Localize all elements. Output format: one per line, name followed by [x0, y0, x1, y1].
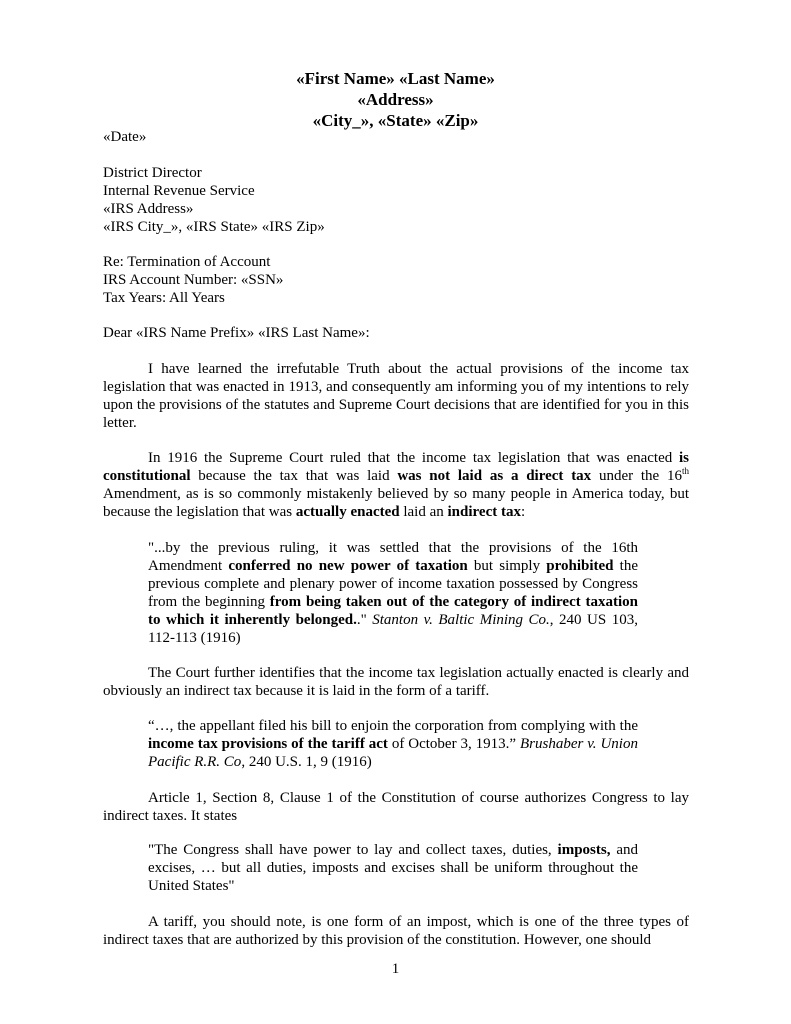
reference-account-number: IRS Account Number: «SSN»	[103, 272, 284, 288]
paragraph-2: In 1916 the Supreme Court ruled that the income tax legislation that was enacted is constitutional because the tax that was laid was not laid as a direct tax under the 16th Amendment, as is so commonly mistakenly believed by so many people in America today, but because the legislation that was actually enacted laid an indirect tax:	[103, 450, 689, 520]
salutation-text: Dear «IRS Name Prefix» «IRS Last Name»:	[103, 325, 370, 341]
sender-header	[0, 68, 791, 131]
reference-tax-years: Tax Years: All Years	[103, 290, 225, 306]
reference-block	[103, 253, 689, 307]
recipient-title: District Director	[103, 165, 202, 181]
page-number: 1	[391, 961, 400, 977]
sender-name: «First Name» «Last Name»	[296, 69, 495, 88]
emphasis-indirect-tax: indirect tax	[447, 504, 521, 520]
paragraph-4: Article 1, Section 8, Clause 1 of the Constitution of course authorizes Congress to lay indirect taxes. It states	[103, 790, 689, 824]
quote-stanton: "...by the previous ruling, it was settled that the provisions of the 16th Amendment conferred no new power of taxation but simply prohibited the previous complete and plenary power of income taxation possessed by Congress from the beginning from being taken out of the category of indirect taxation to which it inherently belonged.." Stanton v. Baltic Mining Co., 240 US 103, 112-113 (1916)	[148, 540, 639, 646]
salutation	[103, 324, 689, 342]
sender-city-state-zip: «City_», «State» «Zip»	[312, 111, 479, 130]
case-citation-brushaber: Brushaber v. Union Pacific R.R. Co	[148, 736, 638, 770]
emphasis-actually-enacted: actually enacted	[295, 504, 400, 520]
ordinal-superscript: th	[681, 466, 689, 476]
recipient-address-block	[103, 164, 689, 236]
paragraph-5: A tariff, you should note, is one form of an impost, which is one of the three types of indirect taxes that are authorized by this provision of the constitution. However, one should	[103, 914, 689, 948]
case-citation-stanton: Stanton v. Baltic Mining Co.	[372, 612, 550, 628]
letter-date	[103, 128, 689, 146]
quote-brushaber: “…, the appellant filed his bill to enjoin the corporation from complying with the income tax provisions of the tariff act of October 3, 1913.” Brushaber v. Union Pacific R.R. Co, 240 U.S. 1, 9 (1916)	[148, 718, 638, 770]
sender-address: «Address»	[357, 90, 434, 109]
recipient-city-state-zip: «IRS City_», «IRS State» «IRS Zip»	[103, 219, 325, 235]
emphasis-not-direct-tax: was not laid as a direct tax	[397, 468, 592, 484]
date-text: «Date»	[103, 129, 147, 145]
emphasis-is-constitutional: is constitutional	[103, 450, 689, 484]
reference-subject: Re: Termination of Account	[103, 254, 271, 270]
paragraph-1: I have learned the irrefutable Truth about the actual provisions of the income tax legislation that was enacted in 1913, and consequently am informing you of my intentions to rely upon the provisions of the statutes and Supreme Court decisions that are identified for you in this letter.	[103, 361, 689, 431]
quote-constitution: "The Congress shall have power to lay and collect taxes, duties, imposts, and excises, … but all duties, imposts and excises shall be uniform throughout the United States"	[148, 842, 638, 894]
recipient-agency: Internal Revenue Service	[103, 183, 255, 199]
paragraph-3: The Court further identifies that the income tax legislation actually enacted is clearly and obviously an indirect tax because it is laid in the form of a tariff.	[103, 665, 689, 699]
recipient-street: «IRS Address»	[103, 201, 194, 217]
